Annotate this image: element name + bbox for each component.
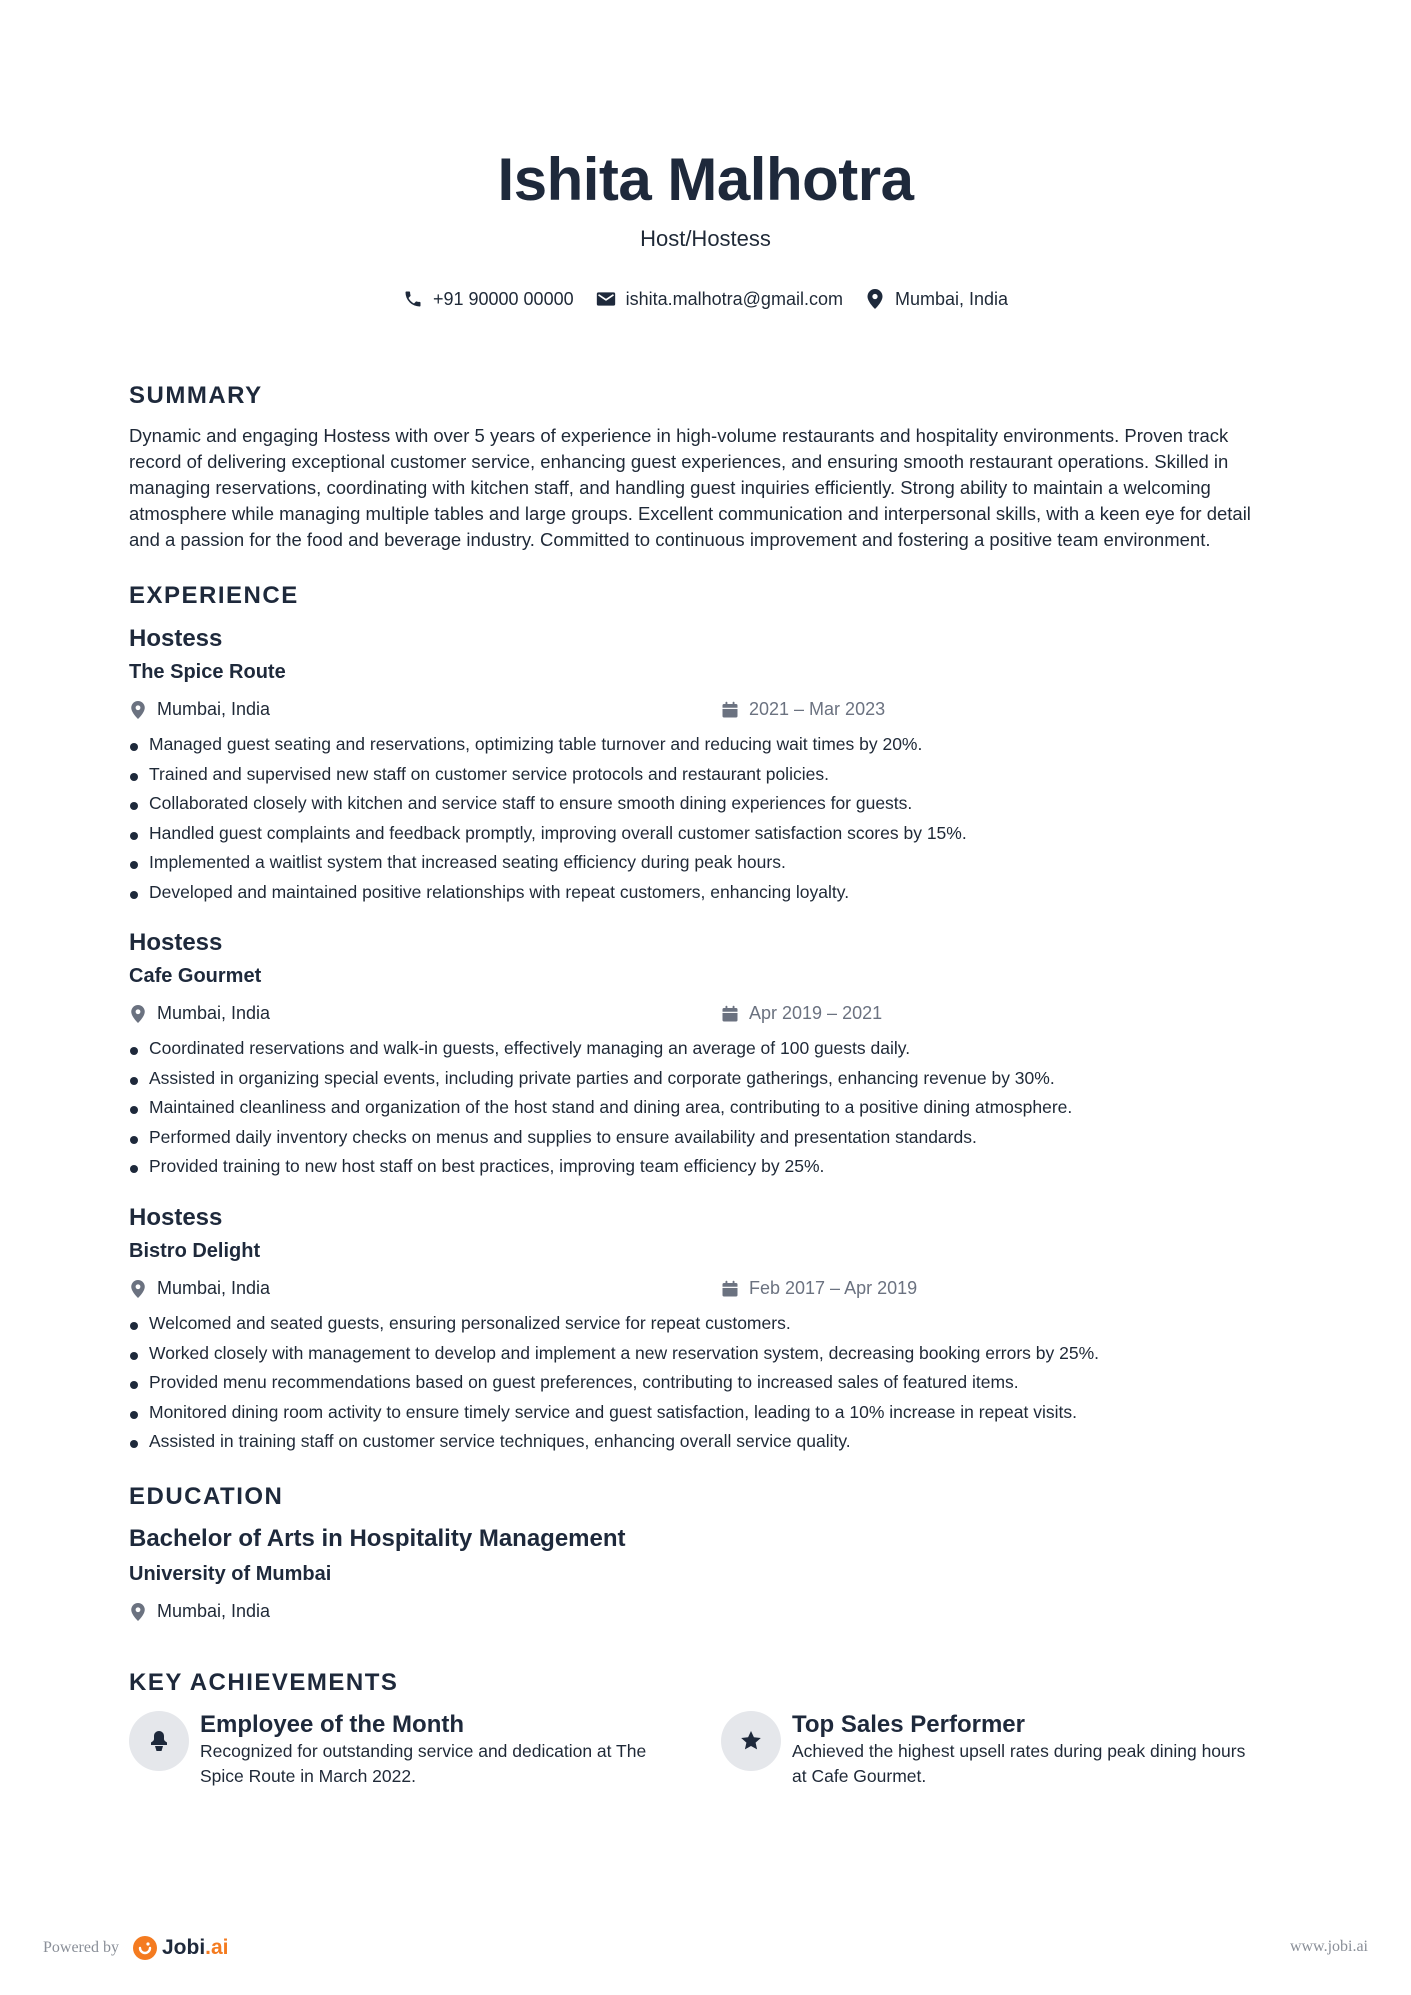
education-location	[129, 1601, 270, 1622]
achievement-title: Top Sales Performer	[792, 1711, 1025, 1738]
brand-name	[162, 1936, 229, 1960]
experience-heading: EXPERIENCE	[129, 582, 299, 609]
degree-name: Bachelor of Arts in Hospitality Management	[129, 1525, 626, 1552]
job-bullets	[129, 730, 1282, 908]
achievements-heading: KEY ACHIEVEMENTS	[129, 1669, 399, 1696]
job-bullet: Trained and supervised new staff on customer service protocols and restaurant policies.	[129, 760, 1282, 790]
phone-text: +91 90000 00000	[432, 288, 574, 309]
job-bullet: Assisted in organizing special events, including private parties and corporate gatherings, enhancing revenue by 30%.	[129, 1064, 1282, 1094]
achievement-title: Employee of the Month	[200, 1711, 464, 1738]
calendar-icon	[721, 701, 739, 719]
job-bullet: Assisted in training staff on customer service techniques, enhancing overall service quality.	[129, 1427, 1282, 1457]
company-name: Cafe Gourmet	[129, 965, 262, 987]
job-bullet: Coordinated reservations and walk-in guests, effectively managing an average of 100 guests daily.	[129, 1034, 1282, 1064]
job-dates	[721, 1003, 882, 1024]
job-bullet: Monitored dining room activity to ensure timely service and guest satisfaction, leading to a 10% increase in repeat visits.	[129, 1398, 1282, 1428]
job-location	[129, 699, 270, 720]
calendar-icon	[721, 1280, 739, 1298]
job-meta	[129, 1003, 1282, 1025]
job-location	[129, 1278, 270, 1299]
achievement-icon-circle	[721, 1711, 781, 1771]
company-name: The Spice Route	[129, 661, 286, 683]
email-icon	[596, 290, 616, 308]
job-bullet: Maintained cleanliness and organization of the host stand and dining area, contributing to a positive dining atmosphere.	[129, 1093, 1282, 1123]
achievement-description: Recognized for outstanding service and dedication at The Spice Route in March 2022.	[200, 1741, 647, 1786]
job-meta	[129, 1278, 1282, 1300]
job-bullet: Provided menu recommendations based on guest preferences, contributing to increased sales of featured items.	[129, 1368, 1282, 1398]
location-pin-icon	[129, 1602, 147, 1622]
school-name: University of Mumbai	[129, 1563, 332, 1585]
job-title: Hostess	[129, 625, 223, 652]
contact-email[interactable]	[596, 289, 843, 310]
education-heading: EDUCATION	[129, 1483, 284, 1510]
job-bullet: Provided training to new host staff on best practices, improving team efficiency by 25%.	[129, 1152, 1282, 1182]
job-title: Hostess	[129, 929, 223, 956]
job-location	[129, 1003, 270, 1024]
brand-name-tld: .ai	[205, 1936, 229, 1959]
job-location-text: Mumbai, India	[157, 1278, 271, 1298]
job-meta	[129, 699, 1282, 721]
contact-phone[interactable]	[403, 289, 574, 310]
location-pin-icon	[865, 288, 885, 310]
job-location-text: Mumbai, India	[157, 1003, 271, 1023]
footer-website-link[interactable]: www.jobi.ai	[1289, 1938, 1368, 1955]
summary-text: Dynamic and engaging Hostess with over 5 years of experience in high-volume restaurants and hospitality environments. Proven track record of delivering exceptional customer service, enhancing guest experiences, and ensuring smooth restaurant operations. Skilled in managing reservations, coordinating with kitchen staff, and handling guest inquiries efficiently. Strong ability to maintain a welcoming atmosphere while managing multiple tables and large groups. Excellent communication and interpersonal skills, with a keen eye for detail and a passion for the food and beverage industry. Committed to continuous improvement and fostering a positive team environment.	[129, 425, 1251, 550]
job-dates	[721, 1278, 917, 1299]
education-meta	[129, 1601, 1282, 1623]
job-bullet: Implemented a waitlist system that increased seating efficiency during peak hours.	[129, 848, 1282, 878]
summary-heading: SUMMARY	[129, 382, 263, 409]
powered-by-text: Powered by	[43, 1939, 119, 1956]
job-bullet: Managed guest seating and reservations, optimizing table turnover and reducing wait times by 20%.	[129, 730, 1282, 760]
email-text: ishita.malhotra@gmail.com	[625, 288, 843, 309]
jobi-logo-icon	[133, 1936, 157, 1960]
footer-powered-by	[43, 1936, 229, 1960]
brand-logo-link[interactable]	[133, 1936, 229, 1960]
job-dates	[721, 699, 885, 720]
job-bullets	[129, 1309, 1282, 1457]
job-bullet: Performed daily inventory checks on menus and supplies to ensure availability and presentation standards.	[129, 1123, 1282, 1153]
contact-row	[0, 288, 1411, 310]
job-dates-text: Apr 2019 – 2021	[749, 1003, 883, 1023]
location-pin-icon	[129, 1279, 147, 1299]
education-location-text: Mumbai, India	[157, 1601, 271, 1621]
award-icon	[148, 1729, 170, 1753]
job-dates-text: Feb 2017 – Apr 2019	[749, 1278, 918, 1298]
star-icon	[739, 1729, 763, 1753]
job-location-text: Mumbai, India	[157, 699, 271, 719]
location-pin-icon	[129, 700, 147, 720]
job-dates-text: 2021 – Mar 2023	[749, 699, 886, 719]
job-bullet: Collaborated closely with kitchen and service staff to ensure smooth dining experiences for guests.	[129, 789, 1282, 819]
brand-name-main: Jobi	[161, 1936, 206, 1959]
location-pin-icon	[129, 1004, 147, 1024]
calendar-icon	[721, 1005, 739, 1023]
job-bullet: Developed and maintained positive relationships with repeat customers, enhancing loyalty.	[129, 878, 1282, 908]
job-bullets	[129, 1034, 1282, 1182]
candidate-name: Ishita Malhotra	[497, 146, 914, 213]
job-bullet: Worked closely with management to develop and implement a new reservation system, decreasing booking errors by 25%.	[129, 1339, 1282, 1369]
job-bullet: Handled guest complaints and feedback promptly, improving overall customer satisfaction scores by 15%.	[129, 819, 1282, 849]
phone-icon	[403, 289, 423, 309]
achievement-description: Achieved the highest upsell rates during peak dining hours at Cafe Gourmet.	[792, 1741, 1246, 1786]
job-title: Hostess	[129, 1204, 223, 1231]
company-name: Bistro Delight	[129, 1240, 261, 1262]
location-text: Mumbai, India	[894, 288, 1009, 309]
achievement-icon-circle	[129, 1711, 189, 1771]
job-bullet: Welcomed and seated guests, ensuring personalized service for repeat customers.	[129, 1309, 1282, 1339]
candidate-role: Host/Hostess	[640, 226, 771, 251]
contact-location	[865, 288, 1008, 310]
